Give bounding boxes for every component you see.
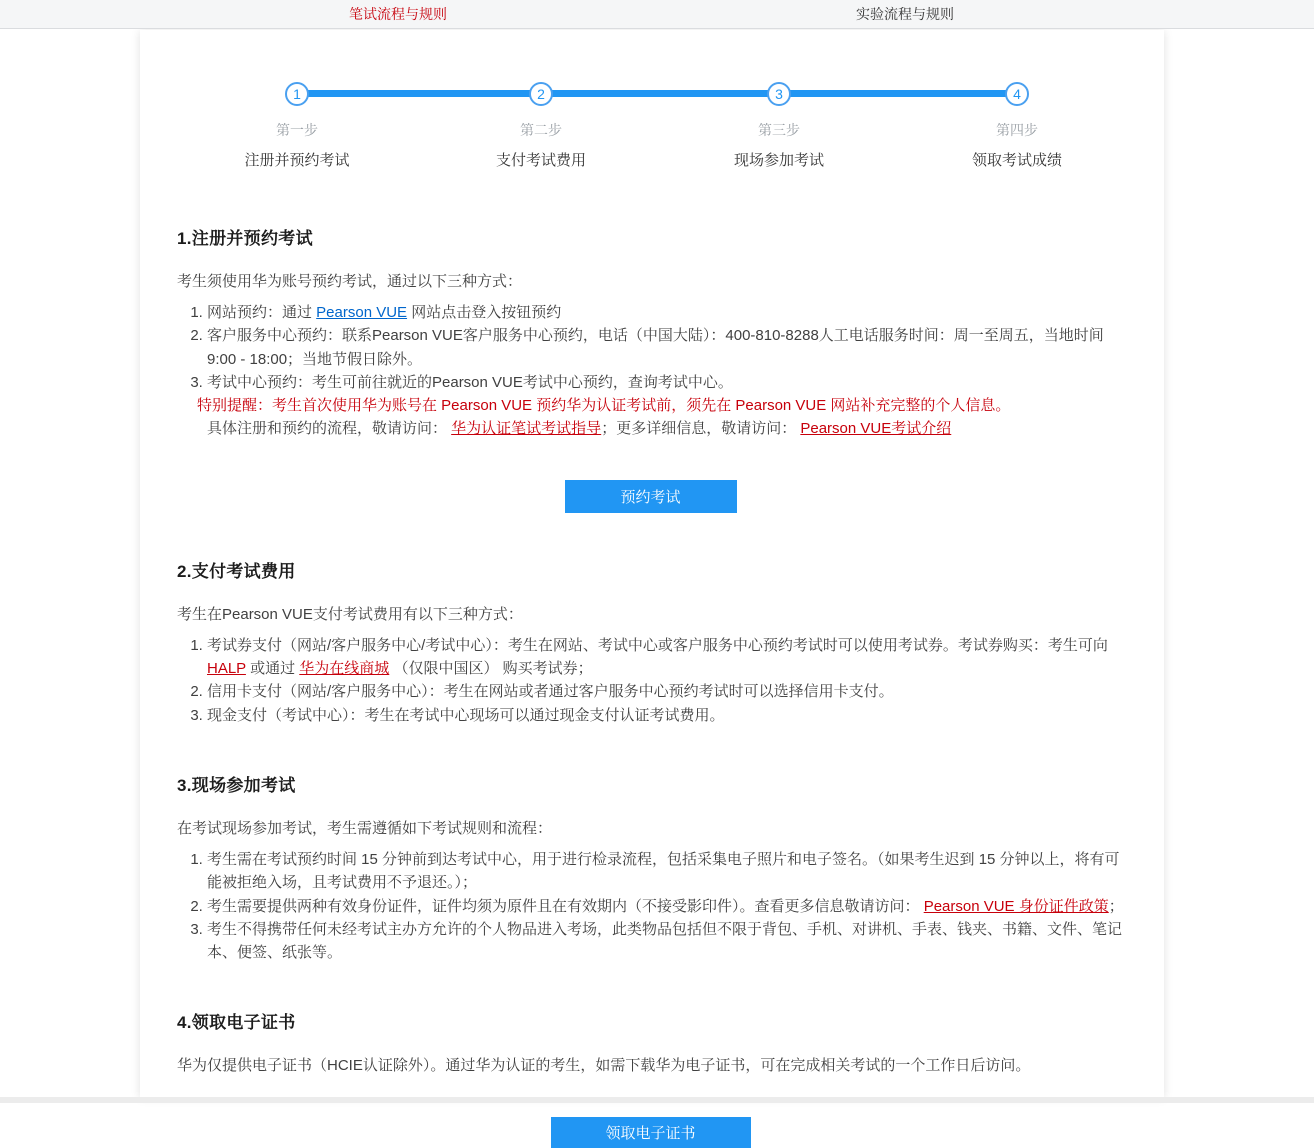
list-item [207, 680, 1124, 703]
step-number-badge: 3 [767, 82, 791, 106]
step-number-badge: 2 [529, 82, 553, 106]
list-item [207, 301, 1124, 324]
register-methods-list [177, 301, 1124, 394]
section-title: 4.领取电子证书 [177, 1013, 296, 1033]
list-item [207, 324, 1124, 371]
step-label: 第二步 [520, 122, 562, 138]
list-item [207, 848, 1124, 895]
list-item [207, 371, 1124, 394]
section-intro: 考生在Pearson VUE支付考试费用有以下三种方式： [177, 605, 523, 623]
step-label: 第四步 [996, 122, 1038, 138]
top-tab-bar [0, 0, 1314, 29]
text-segment: 客户服务中心预约：联系Pearson VUE客户服务中心预约，电话（中国大陆）：400-810-8288人工电话服务时间：周一至周五，当地时间 9:00 - 18:00；当地节假日除外。 [207, 327, 1104, 368]
step-name: 领取考试成绩 [971, 152, 1062, 169]
list-item [207, 918, 1124, 965]
step-name: 现场参加考试 [733, 152, 824, 169]
text-segment: 网站预约：通过 [207, 304, 317, 321]
exam-steps-stepper [177, 30, 1124, 180]
step-number-badge: 1 [285, 82, 309, 106]
step-name: 注册并预约考试 [244, 152, 350, 169]
text-segment: 网站点击登入按钮预约 [407, 304, 562, 321]
stepper-step-4 [937, 82, 1097, 170]
content-card [140, 30, 1164, 1143]
book-exam-button[interactable]: 预约考试 [565, 480, 737, 513]
huawei-online-store-link[interactable]: 华为在线商城 [299, 660, 390, 678]
text-segment: 考生需在考试预约时间 15 分钟前到达考试中心，用于进行检录流程，包括采集电子照片和电子签名。（如果考生迟到 15 分钟以上，将有可能被拒绝入场，且考试费用不予退还。）； [207, 850, 1120, 892]
special-reminder-line [197, 394, 1124, 417]
text-segment: 信用卡支付（网站/客户服务中心）：考生在网站或者通过客户服务中心预约考试时可以选择信用卡支付。 [207, 683, 894, 701]
special-reminder [197, 394, 1124, 441]
step-label: 第三步 [758, 122, 800, 138]
step-number-badge: 4 [1005, 82, 1029, 106]
pearson-vue-intro-link[interactable]: Pearson VUE考试介绍 [800, 420, 952, 438]
text-segment: （仅限中国区） 购买考试券； [389, 660, 593, 678]
section-pay-exam-fee [177, 557, 1124, 727]
tab-lab-exam-process[interactable]: 实验流程与规则 [856, 6, 954, 22]
text-segment: 考生不得携带任何未经考试主办方允许的个人物品进入考场，此类物品包括但不限于背包、手机、对讲机、手表、钱夹、书籍、文件、笔记本、便签、纸张等。 [207, 920, 1123, 962]
halp-link[interactable]: HALP [207, 660, 246, 678]
tab-written-exam-process[interactable]: 笔试流程与规则 [349, 6, 447, 22]
text-segment: 具体注册和预约的流程，敬请访问： [207, 420, 452, 438]
section-get-certificate [177, 1008, 1124, 1148]
stepper-step-2 [461, 82, 621, 170]
section-attend-exam [177, 771, 1124, 964]
guide-links-line [207, 417, 1124, 440]
section-intro: 考生须使用华为账号预约考试，通过以下三种方式： [177, 273, 523, 290]
stepper-step-1 [217, 82, 377, 170]
section-title: 2.支付考试费用 [177, 561, 296, 581]
exam-rules-list [177, 848, 1124, 964]
written-exam-guide-link[interactable]: 华为认证笔试考试指导 [451, 420, 602, 438]
section-title: 1.注册并预约考试 [177, 229, 313, 248]
text-segment: 或通过 [245, 660, 300, 678]
list-item [207, 704, 1124, 727]
text-segment: 现金支付（考试中心）：考生在考试中心现场可以通过现金支付认证考试费用。 [207, 706, 725, 724]
section-title: 3.现场参加考试 [177, 775, 296, 795]
section-register-and-book [177, 224, 1124, 513]
step-name: 支付考试费用 [495, 152, 586, 169]
text-segment: ；更多详细信息，敬请访问： [601, 420, 801, 438]
text-segment: ； [1108, 897, 1124, 915]
step-label: 第一步 [276, 122, 318, 138]
text-segment: 特别提醒：考生首次使用华为账号在 Pearson VUE 预约华为认证考试前，须先在 Pearson VUE 网站补充完整的个人信息。 [197, 397, 1011, 415]
get-ecert-button[interactable]: 领取电子证书 [551, 1117, 751, 1148]
id-policy-link[interactable]: Pearson VUE 身份证件政策 [923, 897, 1109, 915]
list-item [207, 895, 1124, 918]
text-segment: 考试券支付（网站/客户服务中心/考试中心）：考生在网站、考试中心或客户服务中心预约考试时可以使用考试券。考试券购买：考生可向 [207, 636, 1108, 654]
section-intro: 在考试现场参加考试，考生需遵循如下考试规则和流程： [177, 819, 553, 837]
payment-methods-list [177, 634, 1124, 727]
pearson-vue-link[interactable]: Pearson VUE [316, 304, 408, 321]
text-segment: 考生需要提供两种有效身份证件，证件均须为原件且在有效期内（不接受影印件）。查看更多信息敬请访问： [207, 897, 924, 915]
stepper-step-3 [699, 82, 859, 170]
text-segment: 考试中心预约：考生可前往就近的Pearson VUE考试中心预约，查询考试中心。 [207, 373, 733, 391]
footer-strip [0, 1097, 1314, 1103]
stepper-progress-line [297, 90, 1017, 97]
section-intro: 华为仅提供电子证书（HCIE认证除外）。通过华为认证的考生，如需下载华为电子证书，可在完成相关考试的一个工作日后访问。 [177, 1057, 1031, 1075]
list-item [207, 634, 1124, 681]
